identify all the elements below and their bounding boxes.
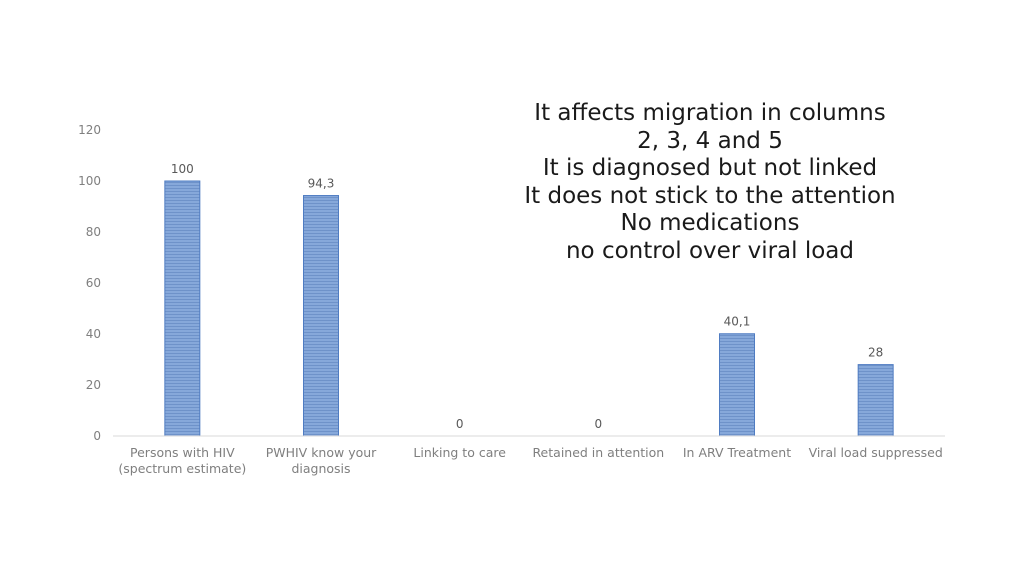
data-label: 0: [594, 417, 603, 431]
annotation-text: [470, 100, 950, 265]
annotation-line: It affects migration in columns: [534, 100, 886, 126]
category-labels: [118, 445, 942, 476]
bar: [720, 334, 755, 436]
y-tick-label: 100: [78, 174, 101, 188]
y-axis-ticks: [78, 123, 101, 443]
bar: [165, 181, 200, 436]
data-label: 94,3: [307, 176, 335, 191]
annotation-line: It does not stick to the attention: [524, 182, 896, 209]
y-tick-label: 80: [85, 225, 101, 239]
category-label: Viral load suppressed: [808, 445, 943, 460]
y-tick-label: 120: [78, 123, 101, 137]
data-label: 40,1: [723, 314, 751, 329]
category-label: Persons with HIV (spectrum estimate): [118, 445, 247, 476]
data-label: 28: [868, 345, 884, 360]
annotation-line: no control over viral load: [565, 237, 854, 264]
y-tick-label: 20: [85, 378, 101, 392]
category-label: Linking to care: [413, 445, 506, 460]
y-tick-label: 40: [85, 327, 101, 341]
category-label: In ARV Treatment: [682, 445, 792, 460]
annotation-line: 2, 3, 4 and 5: [637, 127, 783, 154]
y-tick-label: 60: [85, 276, 101, 290]
category-label: Retained in attention: [532, 445, 665, 460]
annotation-line: It is diagnosed but not linked: [542, 155, 878, 181]
data-label: 0: [455, 417, 464, 431]
annotation-line: No medications: [620, 210, 800, 236]
bar: [304, 196, 339, 436]
category-label: PWHIV know your diagnosis: [265, 445, 377, 476]
data-label: 100: [170, 162, 194, 176]
bar: [858, 365, 893, 436]
y-tick-label: 0: [93, 429, 101, 443]
